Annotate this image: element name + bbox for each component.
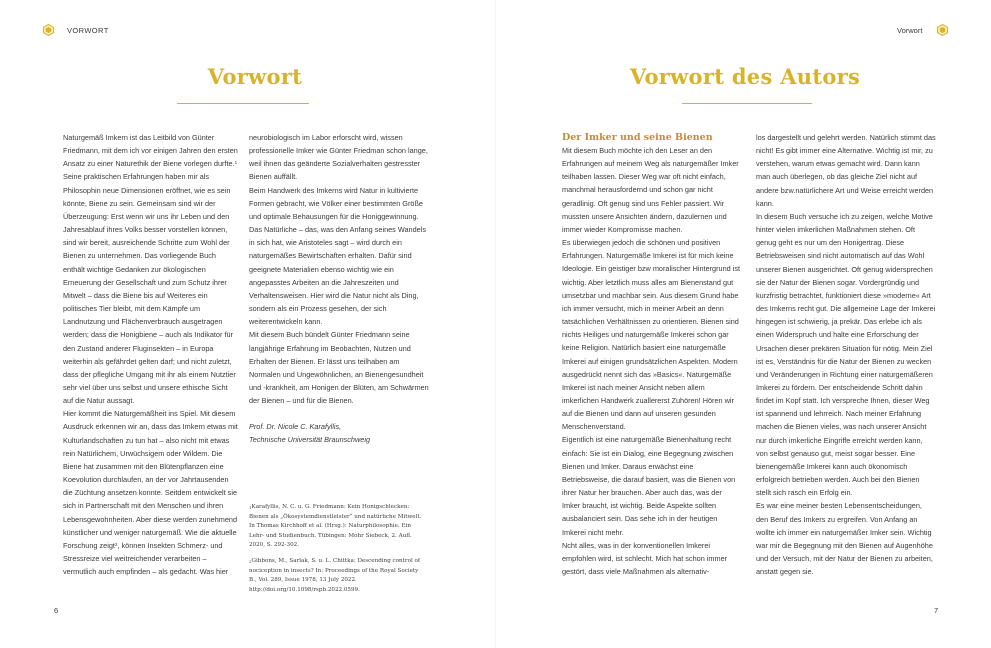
page-gutter — [495, 0, 496, 648]
footnote-ref-2[interactable]: 2 — [114, 541, 118, 547]
section-subheading: Der Imker und seine Bienen — [562, 132, 713, 143]
paragraph: In diesem Buch versuche ich zu zeigen, welche Motive hinter vielen imkerlichen Maßnahmen stehen. Oft genug geht es nur um den Honigertrag. Diese Betriebsweisen sind nicht automatisch auf das Wohl unserer Bienen ausgerichtet. Oft genug widersprechen sie der Natur der Bienen sogar. Vordergründig und kurzfristig betrachtet, funktioniert diese »moderne« Art des Imkerns recht gut. Die allgemeine Lage der Imkerei hingegen ist schwierig, ja prekär. Das erlebe ich als einen Widerspruch und halte eine Erforschung der Ursachen dieser prekären Situation für nötig. Mein Ziel ist es, Verständnis für die Natur der Bienen zu wecken und Veränderungen in Richtung einer naturgemäßeren Imkerei zu fördern. Der entscheidende Schritt dahin findet im Kopf statt. Ich verspreche Ihnen, dieser Weg ist spannend und lehrreich. Nach meiner Erfahrung machen die Bienen vieles, was nach unserer Ansicht nur durch imkerliche Eingriffe erreicht werden kann, von selbst genauso gut, meist sogar besser. Eine bienengemäße Imkerei kann auch ökonomisch erfolgreich betrieben werden. Auch bei den Bienen stellt sich rasch ein Erfolg ein. — [756, 211, 936, 498]
paragraph: Eigentlich ist eine naturgemäße Bienenhaltung recht einfach: Sie ist ein Dialog, eine Begegnung zwischen Bienen und Imker. Daraus erwächst eine Betriebsweise, die darauf basiert, was die Bienen von ihrer Natur her brauchen. Aber auch das, was der Imker braucht, ist wichtig. Beide Aspekte sollten ausbalanciert sein. Das sehe ich in der heutigen Imkerei nicht mehr. — [562, 435, 736, 537]
paragraph: Hier kommt die Naturgemäßheit ins Spiel. Mit diesem Ausdruck erkennen wir an, dass das Imkern etwas mit Kulturlandschaften zu tun hat – also nicht mit etwas rein Natürlichem, Urwüchsigem oder Wildem. Die Biene hat zusammen mit den Blütenpflanzen eine Koevolution durchlaufen, an der vor Jahrtausenden die Züchtung ansetzen konnte. Seitdem entwickelt sie sich in Partnerschaft mit den Menschen und ihren Lebensgewohnheiten. Aber diese werden zunehmend künstlicher und weniger naturgemäß. Wie die aktuelle Forschung zeigt$^2$, können Insekten Schmerz- und Stressreize viel weitreichender verarbeiten – vermutlich auch empfinden – als gedacht. Was hier — [63, 409, 238, 577]
footnotes — [249, 503, 427, 601]
footnote-1: $^1$Karafyllis, N. C. u. G. Friedmann: Kein Honigschlecken: Bienen als „Ökosystemdienstleister“ und natürliche Mitwelt. In Thomas Kirchhoff et al. (Hrsg.): Naturphilosophie. Ein Lehr- und Studienbuch. Tübingen: Mohr Siebeck, 2. Aufl. 2020, S. 292-302. — [249, 504, 422, 549]
signature-name: Prof. Dr. Nicole C. Karafyllis, — [249, 422, 342, 432]
hexagon-icon — [937, 24, 948, 36]
page-title-right: Vorwort des Autors — [629, 64, 861, 89]
running-head-right: Vorwort — [897, 26, 923, 35]
title-underline-left — [177, 103, 309, 104]
title-underline-right — [682, 103, 812, 104]
page-number-left: 6 — [54, 606, 59, 615]
footnote-2: $^2$Gibbons, M., Sarlak, S. u. L. Chittka: Descending control of nociception in insects? In: Proceedings of the Royal Society B., Vol. 289, Issue 1978, 13 July 2022. http://doi.org/10.1098/rspb.2022.0599. — [249, 557, 420, 593]
paragraph: Naturgemäß Imkern ist das Leitbild von Günter Friedmann, mit dem ich vor einigen Jahren den ersten Ansatz zu einer Naturethik der Biene vorlegen durfte.$^1$ Seine praktischen Erfahrungen haben mir als Philosophin neue Dimensionen eröffnet, wie es sein könnte, Biene zu sein. Gemeinsam sind wir der Überzeugung: Erst wenn wir uns ihr Leben und den Jahresablauf ihres Volks besser vorstellen können, sind wir bereit, ausreichende Schritte zum Wohl der Bienen zu unternehmen. Das vorliegende Buch enthält wichtige Gedanken zur ökologischen Erneuerung der Gesellschaft und zum Schutz ihrer Mitwelt – dass die Biene bis auf Weiteres ein politisches Tier bleibt, mit dem Kämpfe um Landnutzung und Flächenverbrauch ausgetragen werden; dass die Honigbiene – auch als Indikator für den Zustand anderer Fluginsekten – in Europa weiterhin als gefährdet gelten darf; und nicht zuletzt, dass der pflegliche Umgang mit ihr als einem Nutztier sehr viel über uns selbst und unsere ethische Sicht auf die Natur aussagt. — [63, 133, 238, 406]
paragraph: Mit diesem Buch möchte ich den Leser an den Erfahrungen auf meinem Weg als naturgemäßer Imker teilhaben lassen. Dieser Weg war oft nicht einfach, manchmal herausfordernd und schon gar nicht geradlinig. Oft genug sind uns Fehler passiert. Wir mussten unsere Ansichten ändern, dazulernen und immer wieder Kompromisse machen. — [562, 146, 739, 234]
page-title-left: Vorwort — [207, 64, 303, 89]
right-column-2 — [756, 131, 936, 578]
right-column-1 — [562, 131, 742, 578]
paragraph: los dargestellt und gelehrt werden. Natürlich stimmt das nicht! Es gibt immer eine Alternative. Wichtig ist mir, zu verstehen, warum etwas gemacht wird. Dann kann man auch überlegen, ob das gleiche Ziel nicht auf andere bzw.natürlichere Art und Weise erreicht werden kann. — [756, 133, 936, 208]
paragraph: Beim Handwerk des Imkerns wird Natur in kultivierte Formen gebracht, wie Völker einer bestimmten Größe und optimale Behausungen für die Honiggewinnung. Das Natürliche – das, was den Anfang seines Wandels in sich hat, wie Aristoteles sagt – wird durch ein naturgemäßes Bewirtschaften erhalten. Dafür sind geeignete Materialien ebenso wichtig wie ein angepasstes Arbeiten an die Jahreszeiten und Verhaltensweisen. Hier wird die Natur nicht als Ding, sondern als ein Prozess gesehen, der sich weiterentwickeln kann. — [249, 185, 426, 327]
page-number-right: 7 — [934, 606, 939, 615]
paragraph: Es überwiegen jedoch die schönen und positiven Erfahrungen. Naturgemäße Imkerei ist für mich keine Ideologie. Ein geistiger bzw moralischer Hintergrund ist wichtig. Aber letztlich muss alles am Bienenstand gut umsetzbar und machbar sein. Aus diesem Grund habe ich immer versucht, mich in meiner Arbeit an denn tatsächlichen Verhältnissen zu orientieren. Bienen sind nichts Heiliges und naturgemäße Imkerei schon gar keine Religion. Natürlich basiert eine naturgemäße Imkerei auf einigen grundsätzlichen Aspekten. Modern ausgedrückt nennt sich das »Basics«. Naturgemäße Imkerei ist nach meiner Ansicht neben allem imkerlichen Handwerk zuallererst Zuhören! Hören wir auf die Bienen und dann auf unseren gesunden Menschenverstand. — [562, 238, 741, 432]
signature-affiliation: Technische Universität Braunschweig — [249, 435, 371, 445]
paragraph: Mit diesem Buch bündelt Günter Friedmann seine langjährige Erfahrung im Beobachten, Nutzen und Erhalten der Bienen. Er lässt uns teilhaben am Normalen und Ungewöhnlichen, an Bienengesundheit und -krankheit, am Honigen der Blüten, am Schwärmen der Bienen – und für die Bienen. — [249, 330, 429, 406]
paragraph: Ncht alles, was in der konventionellen Imkerei empfohlen wird, ist schlecht. Mich hat schon immer gestört, dass viele Maßnahmen als alternativ- — [562, 540, 728, 576]
left-column-1 — [63, 131, 239, 578]
paragraph: Es war eine meiner besten Lebensentscheidungen, den Beruf des Imkers zu ergreifen. Von Anfang an wollte ich immer ein naturgemäßer Imker sein. Wichtig war mir die Begegnung mit den Bienen auf Augenhöhe und der Versuch, mit der Natur der Bienen zu arbeiten, anstatt gegen sie. — [756, 501, 933, 577]
running-head-left: VORWORT — [67, 26, 109, 35]
left-column-2 — [249, 131, 429, 447]
hexagon-icon — [43, 24, 54, 36]
paragraph: neurobiologisch im Labor erforscht wird, wissen professionelle Imker wie Günter Friedman schon lange, weil ihnen das geänderte Sozialverhalten gestresster Bienen auffällt. — [249, 133, 428, 182]
footnote-ref-1[interactable]: 1 — [234, 160, 238, 166]
